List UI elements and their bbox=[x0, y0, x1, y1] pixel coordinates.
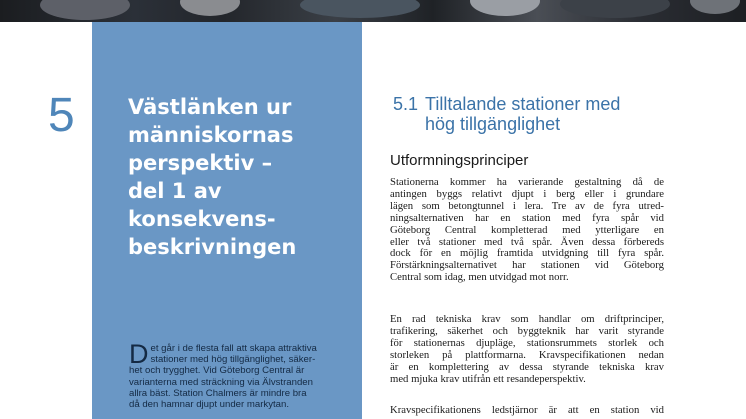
section-title-line: Tilltalande stationer med bbox=[425, 94, 621, 114]
intro-line: het och trygghet. Vid Göteborg Central är bbox=[129, 365, 305, 377]
body-paragraph bbox=[390, 314, 664, 385]
body-paragraph bbox=[390, 405, 664, 417]
intro-line: varianterna med sträckning via Älvstranden bbox=[129, 376, 313, 388]
body-paragraph bbox=[390, 177, 664, 284]
paragraph-line: trafikering, säkerhet och byggteknik har varit styrande bbox=[390, 324, 664, 337]
paragraph-line: lägen som betongtunnel i lera. Tre av de fyra utred- bbox=[390, 199, 664, 212]
paragraph-line: storleken på plattformarna. Kravspecifikationen nedan bbox=[390, 348, 664, 361]
intro-line: et går i de flesta fall att skapa attraktiva bbox=[150, 343, 317, 354]
paragraph-line: Kravspecifikationens ledstjärnor är att en station vid bbox=[390, 404, 664, 416]
header-photo bbox=[0, 0, 746, 22]
paragraph-line: Central som idag, men utvidgad mot norr. bbox=[390, 271, 569, 284]
paragraph-line: En rad tekniska krav som handlar om driftprinciper, bbox=[390, 313, 664, 325]
intro-line: allra bäst. Station Chalmers är mindre bra bbox=[129, 387, 307, 399]
chapter-title-line: perspektiv – bbox=[128, 151, 273, 175]
intro-line: då den hamnar djupt under markytan. bbox=[129, 399, 289, 411]
section-heading bbox=[393, 94, 713, 134]
paragraph-line: Stationerna kommer ha varierande gestaltning då de bbox=[390, 176, 664, 188]
section-title-line: hög tillgänglighet bbox=[425, 114, 561, 134]
paragraph-line: Göteborg Central kompletterad med ytterligare en bbox=[390, 223, 664, 236]
section-number: 5.1 bbox=[393, 94, 419, 114]
chapter-title-line: människornas bbox=[128, 123, 294, 147]
subheading: Utformningsprinciper bbox=[390, 152, 529, 169]
paragraph-line: med mjuka krav utifrån ett resandeperspektiv. bbox=[390, 372, 586, 385]
paragraph-line: ningsalternativen har en station med fyra spår vid bbox=[390, 211, 664, 224]
chapter-title-line: konsekvens- bbox=[128, 207, 276, 231]
chapter-title bbox=[128, 93, 353, 261]
chapter-title-line: beskrivningen bbox=[128, 235, 297, 259]
chapter-number: 5 bbox=[48, 89, 75, 142]
paragraph-line: dock för en möjlig framtida utvidgning till fyra spår. bbox=[390, 247, 664, 260]
intro-line: stationer med hög tillgänglighet, säker- bbox=[150, 354, 316, 366]
chapter-intro bbox=[129, 339, 334, 411]
drop-cap: D bbox=[129, 339, 149, 369]
chapter-title-line: del 1 av bbox=[128, 179, 222, 203]
paragraph-line: är en komplettering av dessa styrande tekniska krav bbox=[390, 360, 664, 373]
paragraph-line: för stationernas djupläge, stationsrummets storlek och bbox=[390, 336, 664, 349]
chapter-title-line: Västlänken ur bbox=[128, 95, 292, 119]
paragraph-line: antingen byggs relativt djupt i berg eller i grundare bbox=[390, 187, 664, 200]
paragraph-line: Förstärkningsalternativet har stationen vid Göteborg bbox=[390, 259, 664, 272]
paragraph-line: eller två stationer med två spår. Även dessa förbereds bbox=[390, 235, 664, 248]
